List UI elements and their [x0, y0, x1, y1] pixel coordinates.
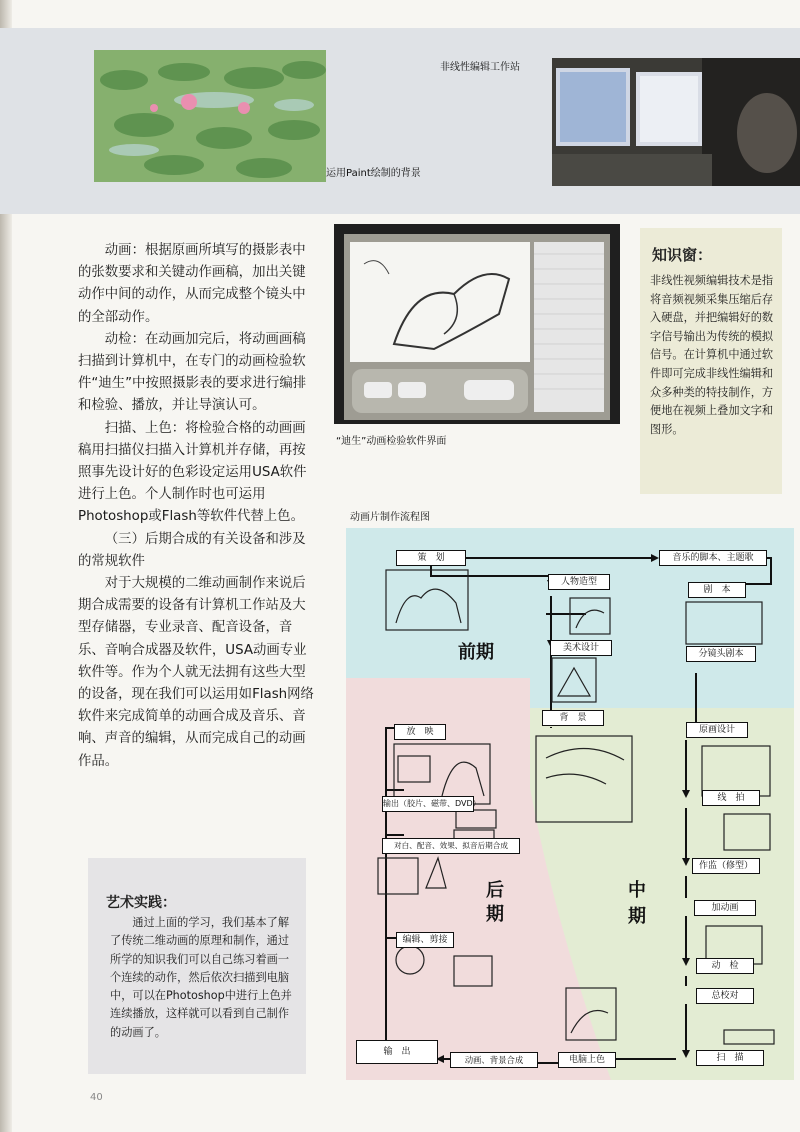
dishang-software-photo: [334, 224, 620, 424]
step-character-design: 人物造型: [548, 574, 610, 590]
caption-dishang: “迪生”动画检验软件界面: [336, 436, 447, 447]
stage-pre-production: 前期: [458, 642, 494, 663]
stage-mid-production-1: 中: [628, 880, 646, 901]
para-animation: 动画：根据原画所填写的摄影表中的张数要求和关键动作画稿，加出关键动作中间的动作，从而完成整个镜头中的全部动作。: [78, 243, 306, 325]
workstation-photo: [552, 58, 800, 186]
body-text: [78, 240, 318, 773]
art-practice-box: [88, 858, 306, 1074]
step-computer-color: 电脑上色: [558, 1052, 616, 1068]
stage-mid-production-2: 期: [628, 906, 646, 927]
production-flowchart: [346, 528, 794, 1080]
stage-post-production-2: 期: [486, 904, 504, 925]
step-inbetween: 加动画: [694, 900, 756, 916]
caption-flowchart: 动画片制作流程图: [350, 512, 430, 523]
caption-workstation: 非线性编辑工作站: [440, 62, 520, 73]
lotus-pond-painting: [94, 50, 326, 182]
step-line-test: 线 拍: [702, 790, 760, 806]
step-sound-compose: 对白、配音、效果、拟音后期合成: [382, 838, 520, 854]
step-scan: 扫 描: [696, 1050, 764, 1066]
art-practice-title: 艺术实践：: [106, 895, 176, 911]
step-plan: 策 划: [396, 550, 466, 566]
step-keyframe: 原画设计: [686, 722, 748, 738]
step-screening: 放 映: [394, 724, 446, 740]
page-number: 40: [90, 1092, 103, 1103]
step-art-design: 美术设计: [550, 640, 612, 656]
step-output-media: 输出（胶片、磁带、DVD）: [382, 796, 474, 812]
para-heading-post: （三）后期合成的有关设备和涉及的常规软件: [78, 531, 306, 569]
para-scan-color: 扫描、上色：将检验合格的动画画稿用扫描仪扫描入计算机并存储，再按照事先设计好的色彩设定运用USA软件进行上色。个人制作时也可运用Photoshop或Flash等软件代替上色。: [78, 420, 307, 525]
caption-paint-background: 运用Paint绘制的背景: [326, 168, 421, 179]
step-storyboard: 分镜头剧本: [686, 646, 756, 662]
art-practice-text: 通过上面的学习，我们基本了解了传统二维动画的原理和制作，通过所学的知识我们可以自己练习着画一个连续的动作，然后依次扫描到电脑中，可以在Photoshop中进行上色并连续播放，这样就可以看到自己制作的动画了。: [110, 916, 292, 1039]
step-edit: 编辑、剪接: [396, 932, 454, 948]
para-post-equipment: 对于大规模的二维动画制作来说后期合成需要的设备有计算机工作站及大型存储器，专业录音、配音设备，音乐、音响合成器及软件，USA动画专业软件等。作为个人就无法拥有这些大型的设备，现在我们可以运用如Flash网络软件来完成简单的动画合成及音乐、音响、声音的编辑，从而完成自己的动画作品。: [78, 576, 314, 769]
step-compose: 动画、背景合成: [450, 1052, 538, 1068]
step-check: 动 检: [696, 958, 754, 974]
knowledge-window: [640, 228, 782, 494]
step-revise: 作监（修型）: [692, 858, 760, 874]
knowledge-title: 知识窗：: [652, 246, 713, 264]
step-proof: 总校对: [696, 988, 754, 1004]
step-background: 背 景: [542, 710, 604, 726]
knowledge-text: 非线性视频编辑技术是指将音频视频采集压缩后存入硬盘，并把编辑好的数字信号输出为传统的模拟信号。在计算机中通过软件即可完成非线性编辑和众多种类的特技制作，方便地在视频上叠加文字和图形。: [650, 274, 774, 436]
para-check: 动检：在动画加完后，将动画画稿扫描到计算机中，在专门的动画检验软件“迪生”中按照摄影表的要求进行编排和检验、播放，并让导演认可。: [78, 331, 307, 414]
stage-post-production-1: 后: [486, 880, 504, 901]
step-output: 输 出: [356, 1040, 438, 1064]
step-script: 剧 本: [688, 582, 746, 598]
step-music-script: 音乐的脚本、主题歌: [659, 550, 767, 566]
